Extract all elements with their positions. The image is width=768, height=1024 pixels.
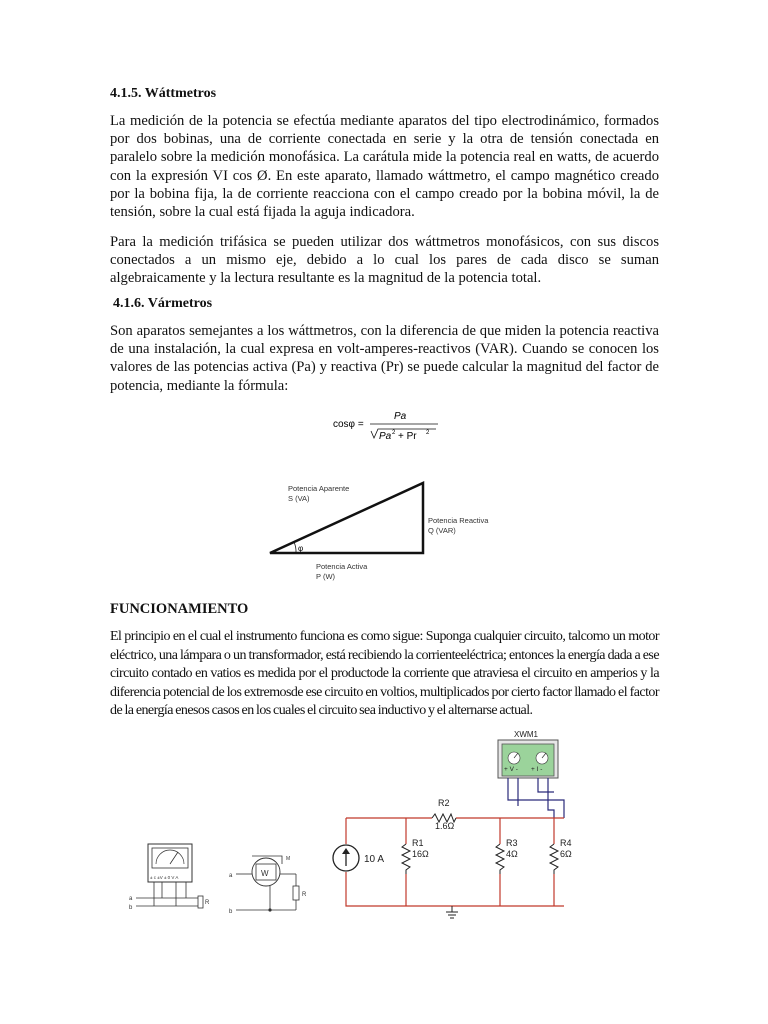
meter2-label-a: a	[229, 873, 233, 879]
resistor-r3	[496, 838, 518, 874]
current-source	[333, 845, 384, 871]
meter2-label-m: M	[286, 856, 291, 862]
formula-den-pa: Pa	[379, 431, 392, 442]
reactive-power-label: Potencia Reactiva	[428, 516, 489, 525]
active-power-label: Potencia Activa	[316, 562, 368, 571]
wattmeter-schematic-figure	[228, 850, 314, 920]
r1-value: 16Ω	[412, 849, 429, 859]
apparent-power-label: Potencia Aparente	[288, 484, 350, 493]
formula-lhs: cosφ =	[333, 419, 364, 430]
meter1-terminals: ± c ±V ± 0 V A	[150, 875, 179, 880]
paragraph-funcionamiento: El principio en el cual el instrumento funciona es como sigue: Suponga cualquier circuito, talcomo un motor eléctrico, una lámpara o un transformador, está recibiendo la corrienteeléctrica; entonces la energía dada a ese circuito contado en vatios es medida por el productode la corriente que atraviesa el circuito en amperios y la diferencia potencial de los extremosde ese circuito en voltios, multiplicados por cierto factor llamado el factor de la energía enesos casos en los cuales el circuito sea inductivo y el alternarse actual.	[110, 629, 659, 719]
formula-numerator: Pa	[394, 411, 407, 422]
meter-name: XWM1	[514, 730, 538, 739]
formula-exp-1: 2	[392, 430, 396, 436]
r4-value: 6Ω	[560, 849, 572, 859]
meter-terms-i: + I -	[531, 766, 543, 773]
ground-symbol	[446, 906, 458, 918]
probe-wires	[508, 778, 564, 818]
meter2-coil-label: W	[261, 869, 269, 878]
apparent-power-unit: S (VA)	[288, 494, 310, 503]
r2-name: R2	[438, 798, 450, 808]
paragraph-wattmetros-1: La medición de la potencia se efectúa mediante aparatos del tipo electrodinámico, formados por dos bobinas, una de corriente conectada en serie y la otra de tensión conectada en paralelo sobre la medición monofásica. La carátula mide la potencia real en watts, de acuerdo con la expresión VI cos Ø. En este aparato, llamado wáttmetro, el campo magnético creado por la bobina fija, la de corriente reacciona con el campo creado por la bobina móvil, la de tensión, sobre la cual está fijada la aguja indicadora.	[110, 113, 659, 221]
r2-value: 1.6Ω	[435, 821, 455, 831]
resistor-r2	[432, 798, 456, 831]
active-power-unit: P (W)	[316, 572, 336, 581]
formula-den-pr: + Pr	[398, 431, 417, 442]
source-label: 10 A	[364, 854, 385, 865]
meter2-label-b: b	[229, 909, 233, 915]
r1-name: R1	[412, 838, 424, 848]
section-heading-wattmetros: 4.1.5. Wáttmetros	[110, 86, 217, 101]
formula-exp-2: 2	[426, 430, 430, 436]
meter2-label-r: R	[302, 892, 307, 898]
angle-label: φ	[298, 544, 304, 553]
section-heading-funcionamiento: FUNCIONAMIENTO	[110, 601, 249, 617]
r3-value: 4Ω	[506, 849, 518, 859]
meter1-label-b: b	[129, 905, 133, 911]
section-heading-varmetros: 4.1.6. Vármetros	[113, 296, 213, 311]
r4-name: R4	[560, 838, 572, 848]
meter1-label-a: a	[129, 896, 133, 902]
resistor-r4	[550, 838, 572, 874]
circuit-diagram	[318, 726, 590, 922]
wattmeter-xwm1	[498, 730, 558, 778]
paragraph-varmetros: Son aparatos semejantes a los wáttmetros, con la diferencia de que miden la potencia reactiva de una instalación, la cual expresa en volt-amperes-reactivos (VAR). Cuando se conocen los valores de las potencias activa (Pa) y reactiva (Pr) se puede calcular la magnitud del factor de potencia, mediante la fórmula:	[110, 323, 659, 394]
meter1-label-r: R	[205, 900, 210, 906]
r3-name: R3	[506, 838, 518, 848]
wattmeter-sketch-figure	[128, 840, 212, 918]
paragraph-wattmetros-2: Para la medición trifásica se pueden utilizar dos wáttmetros monofásicos, con sus discos conectados a un mismo eje, debido a lo cual los pares de cada disco se suman algebraicamente y la lectura resultante es la magnitud de la potencia total.	[110, 234, 659, 287]
meter-terms-v: + V -	[504, 766, 518, 773]
reactive-power-unit: Q (VAR)	[428, 526, 456, 535]
power-triangle-figure	[268, 405, 489, 591]
